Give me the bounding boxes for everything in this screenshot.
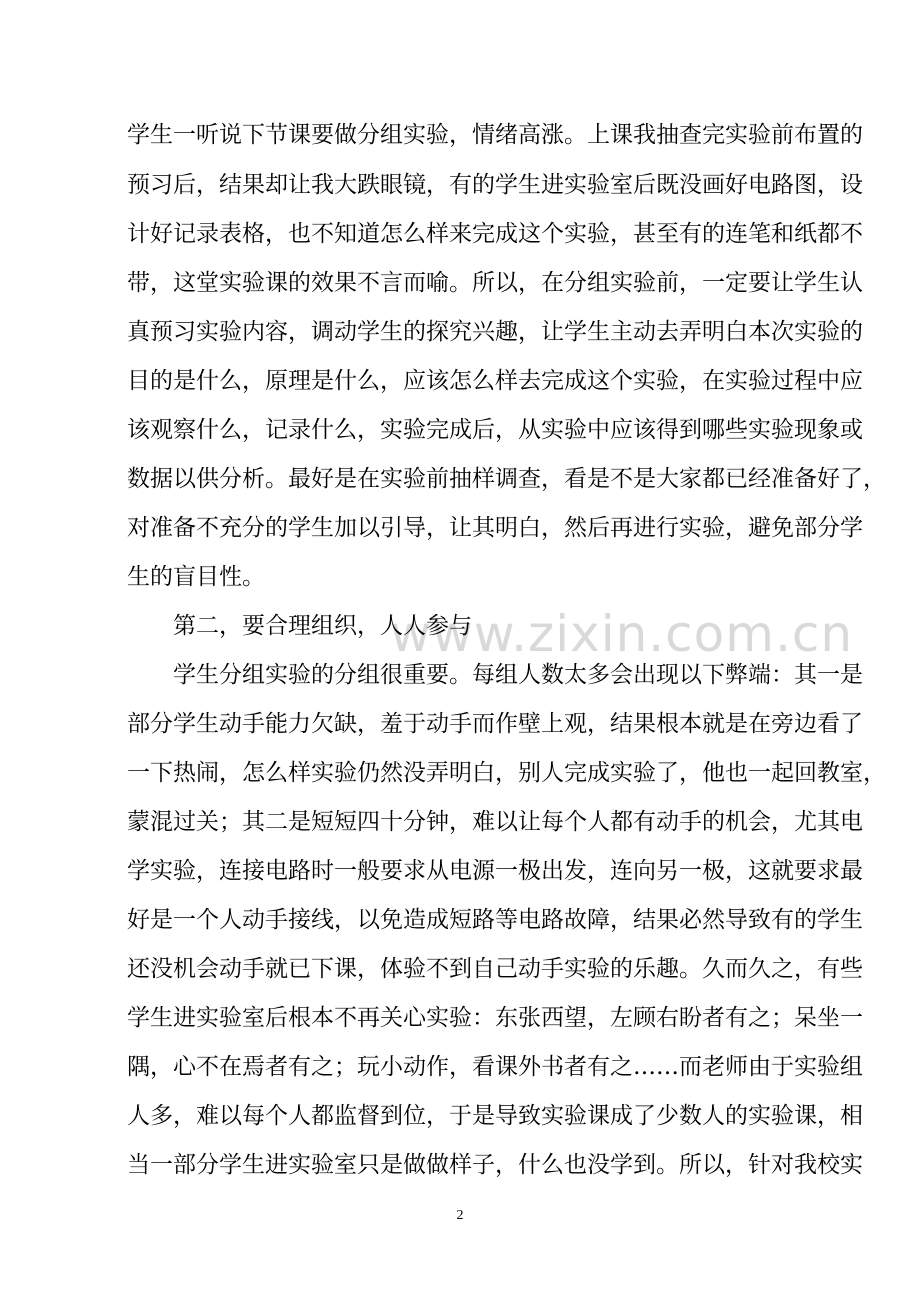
paragraph-line: 还没机会动手就已下课，体验不到自己动手实验的乐趣。久而久之，有些 xyxy=(127,956,863,982)
paragraph-line: 一下热闹，怎么样实验仍然没弄明白，别人完成实验了，他也一起回教室， xyxy=(127,760,886,786)
paragraph-line: 人多，难以每个人都监督到位，于是导致实验课成了少数人的实验课，相 xyxy=(127,1103,863,1129)
paragraph-line: 当一部分学生进实验室只是做做样子，什么也没学到。所以，针对我校实 xyxy=(127,1152,863,1178)
paragraph-line: 学生分组实验的分组很重要。每组人数太多会出现以下弊端：其一是 xyxy=(173,662,863,688)
paragraph-line: 学生进实验室后根本不再关心实验：东张西望，左顾右盼者有之；呆坐一 xyxy=(127,1005,863,1031)
paragraph-line: 好是一个人动手接线，以免造成短路等电路故障，结果必然导致有的学生 xyxy=(127,907,863,933)
paragraph-line: 目的是什么，原理是什么，应该怎么样去完成这个实验，在实验过程中应 xyxy=(127,368,863,394)
paragraph-line: 带，这堂实验课的效果不言而喻。所以，在分组实验前，一定要让学生认 xyxy=(127,270,863,296)
watermark: www.zixin.com.cn xyxy=(390,605,854,663)
paragraph-line: 计好记录表格，也不知道怎么样来完成这个实验，甚至有的连笔和纸都不 xyxy=(127,221,863,247)
paragraph-line: 学实验，连接电路时一般要求从电源一极出发，连向另一极，这就要求最 xyxy=(127,858,863,884)
section-heading: 第二，要合理组织，人人参与 xyxy=(173,613,472,639)
paragraph-line: 该观察什么，记录什么，实验完成后，从实验中应该得到哪些实验现象或 xyxy=(127,417,863,443)
paragraph-line: 生的盲目性。 xyxy=(127,564,265,590)
paragraph-line: 学生一听说下节课要做分组实验，情绪高涨。上课我抽查完实验前布置的 xyxy=(127,122,863,148)
paragraph-line: 蒙混过关；其二是短短四十分钟，难以让每个人都有动手的机会，尤其电 xyxy=(127,809,863,835)
paragraph-line: 预习后，结果却让我大跌眼镜，有的学生进实验室后既没画好电路图，设 xyxy=(127,172,863,198)
page-number: 2 xyxy=(456,1208,464,1223)
paragraph-line: 真预习实验内容，调动学生的探究兴趣，让学生主动去弄明白本次实验的 xyxy=(127,319,863,345)
paragraph-line: 对准备不充分的学生加以引导，让其明白，然后再进行实验，避免部分学 xyxy=(127,515,863,541)
paragraph-line: 数据以供分析。最好是在实验前抽样调查，看是不是大家都已经准备好了， xyxy=(127,466,886,492)
paragraph-line: 隅，心不在焉者有之；玩小动作，看课外书者有之……而老师由于实验组 xyxy=(127,1054,863,1080)
paragraph-line: 部分学生动手能力欠缺，羞于动手而作壁上观，结果根本就是在旁边看了 xyxy=(127,711,863,737)
